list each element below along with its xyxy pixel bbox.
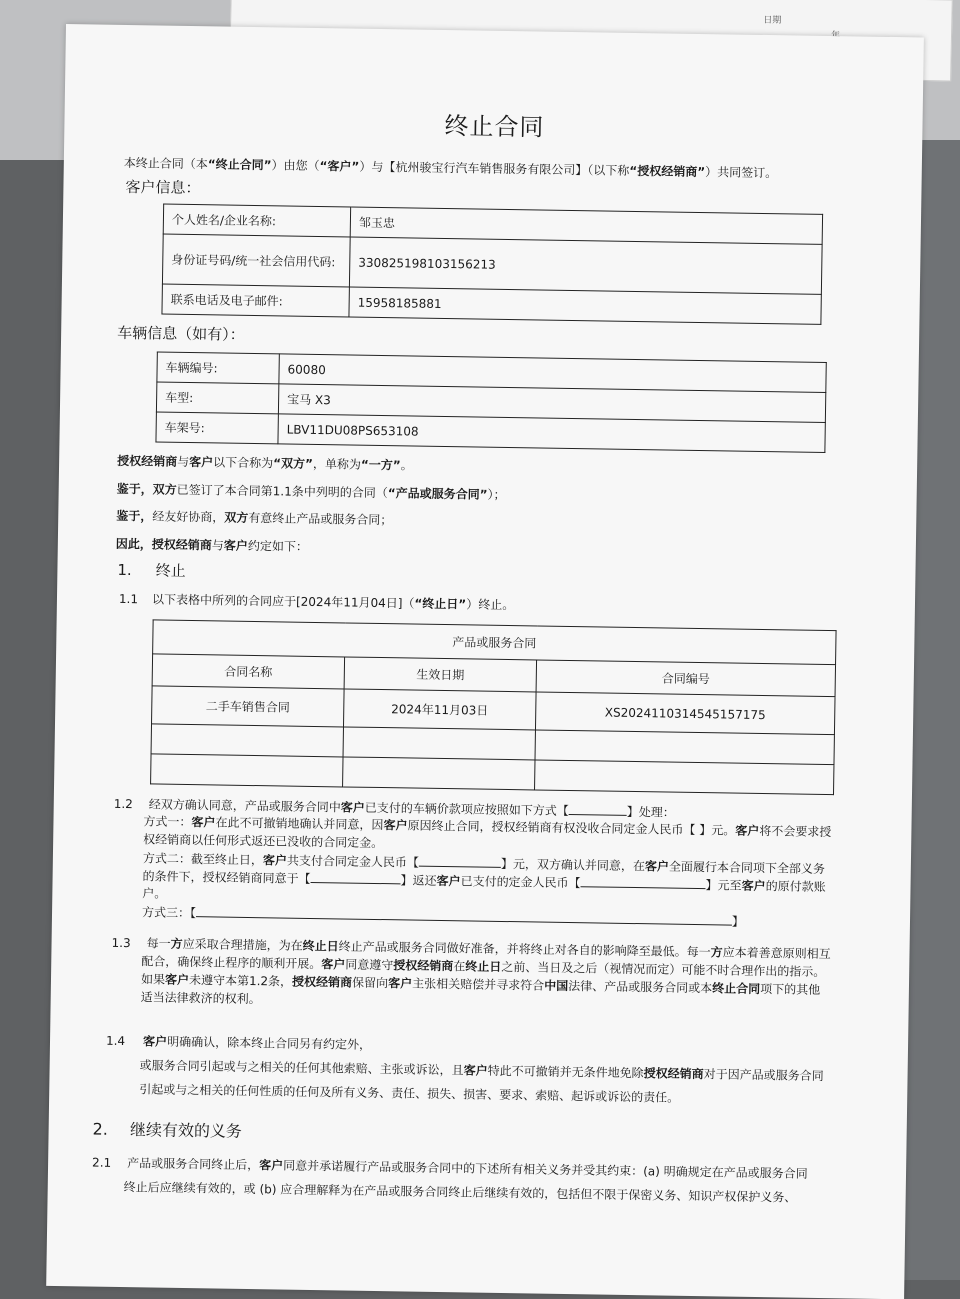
clause-1-4-line-2: 或服务合同引起或与之相关的任何其他索赔、主张或诉讼，且客户特此不可撤销并无条件地免除授权经销商对于因产品或服务合同 [139, 1058, 824, 1084]
document-title: 终止合同 [444, 111, 545, 142]
customer-name-label: 个人姓名/企业名称: [163, 204, 350, 237]
cell-empty [535, 730, 834, 765]
clause-1-3-line-1: 1.3 每一方应采取合理措施，为在终止日终止产品或服务合同做好准备，并将终止对各自的影响降至最低。每一方应本着善意原则相互 [111, 935, 831, 962]
clause-1-2-method-2-cont: 的条件下，授权经销商同意于【 】返还客户已支付的定金人民币【 】元至客户的原付款账 [142, 869, 826, 895]
vehicle-id-value: 60080 [279, 354, 826, 393]
vehicle-info-table [155, 351, 826, 453]
clause-1-2-method-2: 方式二：截至终止日，客户共支付合同定金人民币【 】元，双方确认并同意，在客户全面履行本合同项下全部义务 [142, 851, 826, 877]
customer-info-table [161, 204, 823, 325]
customer-contact-value: 15958185881 [349, 287, 821, 324]
clause-1-2-line-1: 1.2 经双方确认同意，产品或服务合同中客户已支付的车辆价款项应按照如下方式【 】处理： [113, 796, 675, 820]
cell-empty [343, 727, 535, 760]
cell-empty [151, 754, 343, 787]
clause-1-3-line-3: 如果客户未遵守本第1.2条，授权经销商保留向客户主张相关赔偿并寻求符合中国法律、产品或服务合同或本终止合同项下的其他 [140, 972, 821, 997]
clause-2-1-line-1: 2.1 产品或服务合同终止后，客户同意并承诺履行产品或服务合同中的下述所有相关义务并受其约束：(a) 明确规定在产品或服务合同 [92, 1155, 808, 1181]
customer-contact-label: 联系电话及电子邮件: [162, 284, 349, 317]
header-effective-date: 生效日期 [344, 657, 536, 692]
section-2-heading: 2. 继续有效的义务 [92, 1119, 243, 1141]
cell-effective-date: 2024年11月03日 [343, 689, 536, 730]
cell-empty [535, 760, 834, 795]
cell-contract-number: XS2024110314545157175 [535, 692, 835, 735]
intro-paragraph: 本终止合同（本“终止合同”）由您（“客户”）与【杭州骏宝行汽车销售服务有限公司】（以下称“授权经销商”）共同签订。 [123, 155, 778, 181]
contract-page [46, 24, 924, 1299]
whereas-clause-2: 鉴于，经友好协商，双方有意终止产品或服务合同； [116, 508, 393, 528]
section-1-heading: 1. 终止 [117, 560, 186, 580]
vehicle-info-heading: 车辆信息（如有）： [117, 323, 245, 344]
vehicle-model-value: 宝马 X3 [278, 384, 825, 423]
clause-1-3-line-2: 配合，确保终止程序的顺利开展。客户同意遵守授权经销商在终止日之前、当日及之后（视情况而定）可能不时合理作出的指示。 [141, 954, 826, 980]
cell-empty [151, 724, 343, 757]
customer-name-value: 邹玉忠 [350, 207, 822, 244]
cell-empty [343, 757, 535, 790]
clause-1-4-line-3: 引起或与之相关的任何性质的任何及所有义务、责任、损失、损害、要求、索赔、起诉或诉讼的责任。 [139, 1082, 680, 1105]
clause-1-3-line-4: 适当法律救济的权利。 [140, 990, 261, 1007]
therefore-clause: 因此，授权经销商与客户约定如下： [115, 536, 309, 554]
vehicle-model-label: 车型: [156, 382, 278, 414]
cell-contract-name: 二手车销售合同 [152, 686, 345, 727]
clause-1-1: 1.1 以下表格中所列的合同应于[2024年11月04日]（“终止日”）终止。 [118, 591, 515, 613]
contract-list-table [150, 619, 837, 795]
header-contract-name: 合同名称 [152, 654, 344, 689]
vin-value: LBV11DU08PS653108 [278, 414, 825, 453]
date-label: 日期 [763, 15, 782, 26]
header-contract-number: 合同编号 [536, 660, 835, 697]
customer-id-value: 330825198103156213 [349, 237, 822, 294]
clause-1-2-method-3: 方式三：【】 [141, 905, 745, 929]
contract-table-caption: 产品或服务合同 [153, 620, 836, 665]
customer-info-heading: 客户信息： [125, 177, 201, 198]
clause-2-1-line-2: 终止后应继续有效的，或 (b) 应合理解释为在产品或服务合同终止后继续有效的，包括但不限于保密义务、知识产权保护义务、 [123, 1180, 797, 1205]
whereas-clause-1: 鉴于，双方已签订了本合同第1.1条中列明的合同（“产品或服务合同”）； [116, 481, 506, 502]
parties-clause: 授权经销商与客户以下合称为“双方”，单称为“一方”。 [117, 453, 413, 473]
customer-id-label: 身份证号码/统一社会信用代码: [162, 234, 350, 287]
clause-1-2-method-1: 方式一：客户在此不可撤销地确认并同意，因客户原因终止合同，授权经销商有权没收合同定金人民币【 】元。客户将不会要求授 [143, 814, 832, 840]
clause-1-2-method-1-cont: 权经销商以任何形式返还已没收的合同定金。 [143, 832, 384, 851]
clause-1-4-line-1: 1.4 客户明确确认，除本终止合同另有约定外， [105, 1033, 372, 1052]
clause-1-2-method-2-end: 户。 [142, 886, 167, 901]
vehicle-id-label: 车辆编号: [157, 352, 279, 384]
vin-label: 车架号: [156, 412, 278, 444]
